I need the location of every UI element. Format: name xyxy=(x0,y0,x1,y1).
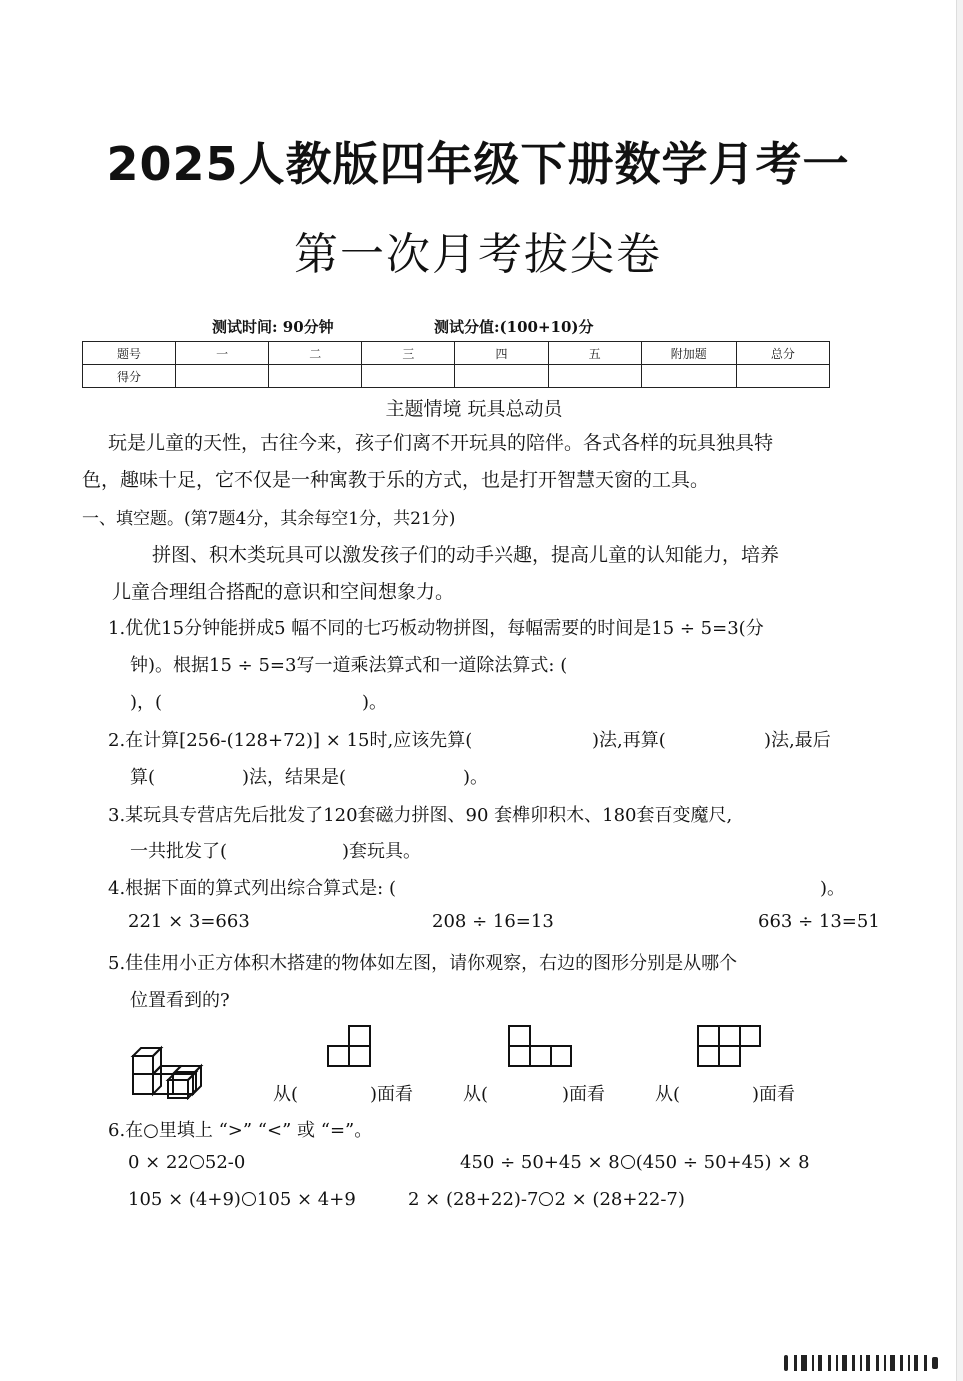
q6-heading: 6.在○里填上 “>” “<” 或 “=”。 xyxy=(108,1120,373,1141)
score-table-header-row xyxy=(83,342,830,365)
score-cell-5: 五 xyxy=(548,342,641,365)
score-input-5[interactable] xyxy=(548,365,641,388)
q2-blank-3[interactable] xyxy=(168,763,238,787)
score-input-total[interactable] xyxy=(736,365,829,388)
score-input-1[interactable] xyxy=(176,365,269,388)
q6-e4-right: 2 × (28+22-7) xyxy=(554,1189,685,1210)
view3-label-suffix: )面看 xyxy=(752,1084,796,1105)
view1-label-suffix: )面看 xyxy=(370,1084,414,1105)
view2-label-suffix: )面看 xyxy=(562,1084,606,1105)
q2-blank-1[interactable] xyxy=(510,726,590,750)
q2-line2-part2: )法，结果是( xyxy=(242,767,347,788)
section1-heading: 一、填空题。(第7题4分，其余每空1分，共21分) xyxy=(82,509,456,529)
score-cell-4: 四 xyxy=(455,342,548,365)
view1-blank[interactable] xyxy=(305,1080,365,1104)
cube-structure-figure xyxy=(128,1044,218,1100)
score-cell-bonus: 附加题 xyxy=(641,342,736,365)
q1-line3-part2: )。 xyxy=(362,692,388,713)
q1-line2: 钟)。根据15 ÷ 5=3写一道乘法算式和一道除法算式: ( xyxy=(130,655,568,676)
q5-line1: 5.佳佳用小正方体积木搭建的物体如左图，请你观察，右边的图形分别是从哪个 xyxy=(108,953,738,974)
q3-line1: 3.某玩具专营店先后批发了120套磁力拼图、90 套榫卯积木、180套百变魔尺, xyxy=(108,805,733,826)
q4-equation-1: 221 × 3=663 xyxy=(128,911,250,932)
view1-label-prefix: 从( xyxy=(273,1084,299,1105)
q6-e1-left: 0 × 22 xyxy=(128,1152,189,1173)
q2-line2-part3: )。 xyxy=(463,767,489,788)
section1-intro-line2: 儿童合理组合搭配的意识和空间想象力。 xyxy=(112,581,455,603)
view-figure-1 xyxy=(326,1024,372,1068)
score-cell-label: 题号 xyxy=(83,342,176,365)
score-cell-1: 一 xyxy=(176,342,269,365)
q4-line1-part2: )。 xyxy=(820,878,846,899)
score-input-bonus[interactable] xyxy=(641,365,736,388)
score-table xyxy=(82,341,830,388)
q2-line1-part2: )法,再算( xyxy=(592,730,666,751)
q2-blank-2[interactable] xyxy=(692,726,762,750)
barcode-mark-icon xyxy=(784,1353,939,1373)
q4-equation-2: 208 ÷ 16=13 xyxy=(432,911,554,932)
q2-line2-part1: 算( xyxy=(130,767,156,788)
compare-circle-4[interactable] xyxy=(539,1192,553,1206)
q3-blank[interactable] xyxy=(250,837,340,861)
exam-title: 2025人教版四年级下册数学月考一 xyxy=(106,137,850,191)
q6-e4-left: 2 × (28+22)-7 xyxy=(408,1189,539,1210)
score-input-2[interactable] xyxy=(269,365,362,388)
test-time: 测试时间: 90分钟 xyxy=(212,318,334,336)
q6-expression-2 xyxy=(460,1152,810,1173)
scene-title: 主题情境 玩具总动员 xyxy=(385,398,563,420)
compare-circle-3[interactable] xyxy=(242,1192,256,1206)
score-cell-3: 三 xyxy=(362,342,455,365)
q3-line2-part2: )套玩具。 xyxy=(342,841,422,862)
compare-circle-1[interactable] xyxy=(190,1155,204,1169)
scene-intro-line2: 色，趣味十足，它不仅是一种寓教于乐的方式，也是打开智慧天窗的工具。 xyxy=(82,469,710,491)
view2-label-prefix: 从( xyxy=(463,1084,489,1105)
q6-e3-right: 105 × 4+9 xyxy=(256,1189,356,1210)
score-cell-2: 二 xyxy=(269,342,362,365)
q6-expression-3 xyxy=(128,1189,356,1210)
q6-e2-left: 450 ÷ 50+45 × 8 xyxy=(460,1152,620,1173)
compare-circle-2[interactable] xyxy=(621,1155,635,1169)
view3-blank[interactable] xyxy=(687,1080,747,1104)
view3-label-prefix: 从( xyxy=(655,1084,681,1105)
q2-blank-4[interactable] xyxy=(374,763,460,787)
view-figure-2 xyxy=(507,1024,573,1068)
q6-expression-4 xyxy=(408,1189,685,1210)
score-input-3[interactable] xyxy=(362,365,455,388)
score-cell-total: 总分 xyxy=(736,342,829,365)
score-row-label: 得分 xyxy=(83,365,176,388)
score-input-4[interactable] xyxy=(455,365,548,388)
q2-line1-part3: )法,最后 xyxy=(764,730,831,751)
scene-intro-line1: 玩是儿童的天性，古往今来，孩子们离不开玩具的陪伴。各式各样的玩具独具特 xyxy=(108,432,774,454)
q1-line3-part1: )，( xyxy=(130,692,163,713)
score-table-score-row xyxy=(83,365,830,388)
view2-blank[interactable] xyxy=(495,1080,555,1104)
q3-line2-part1: 一共批发了( xyxy=(130,841,228,862)
exam-subtitle: 第一次月考拔尖卷 xyxy=(294,229,662,280)
q6-e1-right: 52-0 xyxy=(204,1152,246,1173)
q4-line1-part1: 4.根据下面的算式列出综合算式是: ( xyxy=(108,878,396,899)
q1-blank-2[interactable] xyxy=(185,688,355,712)
view-figure-3 xyxy=(696,1024,762,1068)
section1-intro-line1: 拼图、积木类玩具可以激发孩子们的动手兴趣，提高儿童的认知能力，培养 xyxy=(152,544,780,566)
test-score-value: 测试分值:(100+10)分 xyxy=(434,318,594,336)
q6-e2-right: (450 ÷ 50+45) × 8 xyxy=(635,1152,810,1173)
q5-line2: 位置看到的? xyxy=(130,990,230,1011)
q4-equation-3: 663 ÷ 13=51 xyxy=(758,911,880,932)
q6-expression-1 xyxy=(128,1152,245,1173)
q4-blank[interactable] xyxy=(460,874,810,898)
q6-e3-left: 105 × (4+9) xyxy=(128,1189,241,1210)
q1-line1: 1.优优15分钟能拼成5 幅不同的七巧板动物拼图，每幅需要的时间是15 ÷ 5=3(分 xyxy=(108,618,764,639)
q2-line1-part1: 2.在计算[256-(128+72)] × 15时,应该先算( xyxy=(108,730,473,751)
